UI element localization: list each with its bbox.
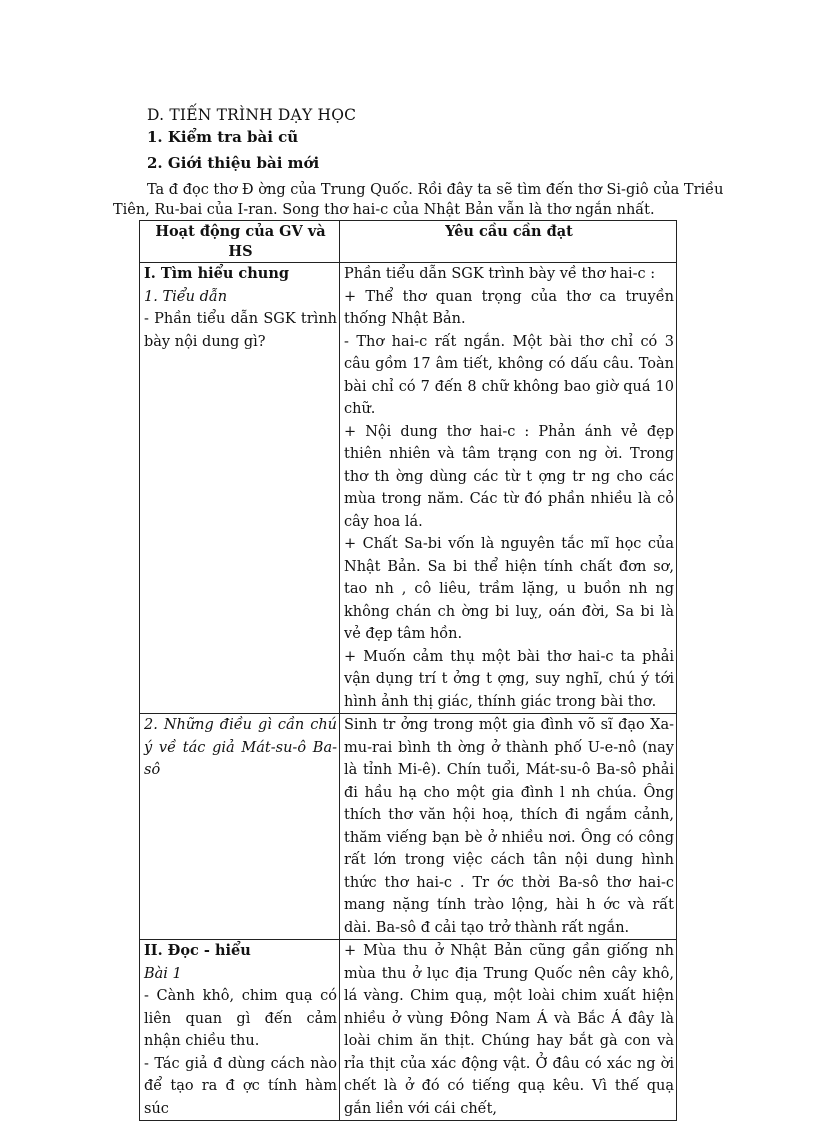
- intro-line-1: Ta đ đọc thơ Đ ờng của Trung Quốc. Rồi đây ta sẽ tìm đến thơ Si-giô của Triều: [147, 182, 724, 198]
- section-title-intro: 2. Giới thiệu bài mới: [147, 154, 320, 172]
- activity-cell: [140, 940, 340, 1121]
- row-text: + Chất Sa-bi vốn là nguyên tắc mĩ học của Nhật Bản. Sa bi thể hiện tính chất đơn sơ, tao nh , cô liêu, trầm lặng, u buồn nh ng không chán ch ờng bi luỵ, oán đời, Sa bi là vẻ đẹp tâm hồn.: [344, 536, 674, 642]
- row-text: - Thơ hai-c rất ngắn. Một bài thơ chỉ có 3 câu gồm 17 âm tiết, không có dấu câu. Toàn bài chỉ có 7 đến 8 chữ không bao giờ quá 10 chữ.: [344, 333, 674, 417]
- lesson-table: [139, 220, 677, 1121]
- row-text: Phần tiểu dẫn SGK trình bày về thơ hai-c :: [344, 266, 656, 282]
- row-text: + Muốn cảm thụ một bài thơ hai-c ta phải vận dụng trí t ởng t ợng, suy nghĩ, chú ý tới hình ảnh thị giác, thính giác trong bài thơ.: [344, 648, 674, 710]
- row-text: - Cành khô, chim quạ có liên quan gì đến cảm nhận chiều thu.: [144, 988, 337, 1049]
- heading: D. TIẾN TRÌNH DẠY HỌC: [147, 106, 357, 124]
- table-header-row: [140, 221, 677, 263]
- table-row: [140, 263, 677, 714]
- row-text: + Thể thơ quan trọng của thơ ca truyền thống Nhật Bản.: [344, 288, 674, 327]
- requirement-cell: [340, 263, 677, 714]
- row-text: - Tác giả đ dùng cách nào để tạo ra đ ợc tính hàm súc: [144, 1055, 337, 1117]
- row-text: Bài 1: [144, 965, 182, 982]
- activity-cell: [140, 714, 340, 940]
- row-text: 1. Tiểu dẫn: [144, 288, 228, 305]
- row-text: 2. Những điều gì cần chú ý về tác giả Mát-su-ô Ba-sô: [144, 717, 337, 778]
- table-row: [140, 940, 677, 1121]
- requirement-cell: [340, 714, 677, 940]
- activity-cell: [140, 263, 340, 714]
- intro-paragraph: [113, 180, 724, 220]
- row-text: II. Đọc - hiểu: [144, 942, 251, 959]
- row-text: Sinh tr ởng trong một gia đình võ sĩ đạo Xa-mu-rai bình th ờng ở thành phố U-e-nô (nay là tỉnh Mi-ê). Chín tuổi, Mát-su-ô Ba-sô phải đi hầu hạ cho một gia đình l nh chúa. Ông thích thơ văn hội hoạ, thích đi ngắm cảnh, thăm viếng bạn bè ở nhiều nơi. Ông có công rất lớn trong việc cách tân nội dung hình thức thơ hai-c . Tr ớc thời Ba-sô thơ hai-c mang nặng tính trào lộng, hài h ớc và rất dài. Ba-sô đ cải tạo trở thành rất ngắn.: [344, 717, 674, 936]
- intro-line-2: Tiên, Ru-bai của I-ran. Song thơ hai-c của Nhật Bản vẫn là thơ ngắn nhất.: [113, 202, 655, 218]
- row-text: I. Tìm hiểu chung: [144, 265, 290, 282]
- row-text: + Nội dung thơ hai-c : Phản ánh vẻ đẹp thiên nhiên và tâm trạng con ng ời. Trong thơ th ờng dùng các từ t ợng tr ng cho các mùa trong năm. Các từ đó phần nhiều là cỏ cây hoa lá.: [344, 423, 674, 530]
- table-row: [140, 714, 677, 940]
- header-requirements: Yêu cầu cần đạt: [340, 221, 677, 263]
- row-text: - Phần tiểu dẫn SGK trình bày nội dung gì?: [144, 311, 337, 350]
- section-title-review: 1. Kiểm tra bài cũ: [147, 128, 299, 146]
- header-teacher-activity: Hoạt động của GV và HS: [140, 221, 340, 263]
- row-text: + Mùa thu ở Nhật Bản cũng gần giống nh mùa thu ở lục địa Trung Quốc nên cây khô, lá vàng. Chim quạ, một loài chim xuất hiện nhiều ở vùng Đông Nam Á và Bắc Á đây là loài chim ăn thịt. Chúng hay bắt gà con và rỉa thịt của xác động vật. Ở đâu có xác ng ời chết là ở đó có tiếng quạ kêu. Vì thế quạ gắn liền với cái chết,: [344, 943, 674, 1117]
- requirement-cell: [340, 940, 677, 1121]
